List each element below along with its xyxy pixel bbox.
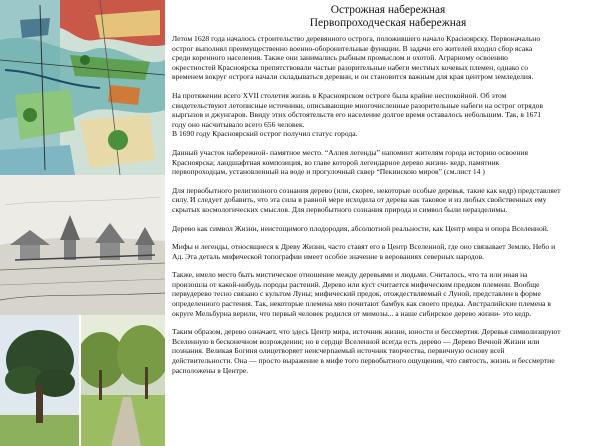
text-line: Вселенную в бесконечном возрождении; но в сердце Вселенной всегда есть дерево — Дерево Вечной Жизни или: [172, 336, 540, 346]
text-line: Красноярска; ландшафтная композиция, во главе которой легендарное дерево жизни- кедр, памятник: [172, 157, 500, 167]
text-line: Таким образом, дерево означает, что здесь Центр мира, источник жизни, юности и бессмертия. Деревья символизируют: [172, 327, 561, 337]
text-line: первопроходцам, установленный на воде и прогулочный сквер “Пекинскою миров” (см.лист 14 ): [172, 167, 485, 177]
text-line: Для первобытного религиозного сознания дерево (или, скорее, некоторые особые деревья, такие как кедр) представляет: [172, 185, 561, 195]
text-line: скрытых космологических смыслов. Для первобытного сознания природа и символ были неразделимы.: [172, 204, 508, 214]
text-line: округе Мельбурна верили, что первый человек родился от мимозы... а наше сибирское дерево жизни- это кедр.: [172, 308, 532, 318]
text-line: действительности. Она — просто выражение в мифе того первобытного ощущения, что святость, жизнь и бессмертие: [172, 356, 555, 366]
text-line: окрестностей Красноярска препятствовали частые разорительные набеги местных кочевых племен, однако со: [172, 62, 529, 72]
text-line: Также, имело место быть мистическое отношение между деревьями и людьми. Считалось, что та или иная на: [172, 270, 528, 280]
paragraph-raids: [172, 91, 594, 139]
text-line: Данный участок набережной- памятное место. “Аллея легенды” напоминт жителям города историю освоения: [172, 147, 528, 157]
text-line: определенного растения. Так, некоторые племена мяо почитают бамбук как своего предка. Австралийские племена в: [172, 299, 551, 309]
text-line: свидетельствуют летописные источники, описывающие многочисленные разорительные набеги на острог отрядов: [172, 100, 544, 110]
text-line: временем вокруг острога начали складываться деревни, и он становится важным для края центром земледелия.: [172, 72, 534, 82]
text-line: произошла от какой-нибудь породы растений. Дерево или куст считается мифическим предком племени. Вообще: [172, 279, 540, 289]
cedar-tree-photo: [0, 315, 79, 446]
text-line: среди коренного населения. Также они занимались рыбным промыслом и охотой. Аграрному освоению: [172, 53, 508, 63]
paragraph-religion: [172, 186, 594, 215]
text-line: году оно насчитывало всего 656 человек.: [172, 119, 305, 129]
text-line: В 1690 году Красноярский острог получил статус города.: [172, 129, 358, 139]
illustration-column: [0, 0, 165, 446]
text-line: познания. Великая Богиня олицетворяет неисчерпаемый источник творчества, первичную основу всей: [172, 346, 505, 356]
cedar-tree-drawing: [0, 315, 79, 446]
text-line: первудерево тесно связано с культом Луны; мифический предок, отождествляемый с Луной, представлен в форме: [172, 289, 541, 299]
text-line: кыргызов и джунгаров. Ввиду этих обстоятельств его население долгое время оставалось небольшим. Так, в 1671: [172, 110, 542, 120]
photo-row: [0, 315, 165, 446]
paragraph-memorial: [172, 148, 594, 177]
paragraph-myths: [172, 242, 594, 261]
fort-engraving-drawing: [0, 175, 165, 315]
article: [172, 4, 594, 446]
site-plan-drawing: [0, 0, 165, 175]
park-alley-photo: [81, 315, 165, 446]
park-alley-drawing: [81, 315, 165, 446]
paragraph-conclusion: [172, 327, 594, 375]
text-line: расположены в Центре.: [172, 365, 249, 375]
text-line: Ад. Эта деталь мифической топографии имеет особое значение в верованиях северных народов.: [172, 251, 485, 261]
text-line: На протяжении всего XVII столетия жизнь в Красноярском остроге была крайне неспокойной. Об этом: [172, 90, 507, 100]
text-line: острог выполнял преимущественно военно-оборонительные функции. В задачи его жителей входил сбор ясака: [172, 43, 533, 53]
page-title: Острожная набережная: [330, 4, 446, 16]
text-line: Мифы и легенды, относящиеся к Древу Жизни, часто ставят его в Центр Вселенной, где оно связывает Землю, Небо и: [172, 242, 556, 252]
text-line: Летом 1628 года началось строительство деревянного острога, положившего начало Красноярску. Первоначально: [172, 34, 541, 43]
page-subtitle: Первопроходческая набережная: [309, 17, 467, 29]
text-line: Дерево как символ Жизни, неистощимого плодородия, абсолютной реальности, как Центр мира и опора Вселенной.: [172, 223, 549, 233]
fort-engraving: [0, 175, 165, 315]
paragraph-tree-symbol: [172, 224, 594, 234]
paragraph-ancestors: [172, 270, 594, 318]
text-line: силу. И следует добавить, что эта сила в равной мере исходила от дерева как таковое и из любых свойственных ему: [172, 195, 547, 205]
site-plan-map: [0, 0, 165, 175]
paragraph-history: [172, 34, 594, 82]
